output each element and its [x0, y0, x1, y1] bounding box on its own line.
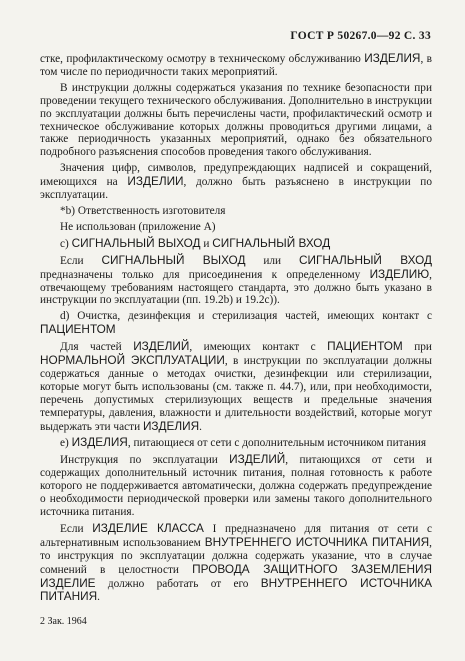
paragraph	[40, 436, 432, 450]
text-run: d) Очистка, дезинфекция и стерилизация частей, имеющих контакт с	[60, 310, 432, 323]
text-run: , в инструкции по эксплуатации должны содержаться данные о методах очистки, дезинфекции или стерилизации, которые могут быть использованы (см. также п. 44.7), или, при необходимости, перечень допустимых стерилизующих веществ и предельные значения температуры, давления, влажности и длительности воздействий, которые могут выдержать эти части	[40, 355, 432, 433]
text-run: Для частей	[60, 341, 134, 354]
paragraph	[40, 453, 432, 519]
paragraph	[40, 310, 432, 337]
term-caps: ИЗДЕЛИЙ	[133, 339, 190, 354]
text-run: или	[245, 254, 299, 267]
term-caps: ИЗДЕЛИЕ КЛАССА	[92, 520, 204, 535]
text-run: е)	[60, 437, 72, 450]
term-caps: ПАЦИЕНТОМ	[327, 339, 403, 354]
term-caps: ИЗДЕЛИЙ	[229, 452, 286, 467]
paragraph	[40, 205, 432, 218]
text-run: , питающиеся от сети с дополнительным источником питания	[127, 437, 427, 450]
paragraph	[40, 237, 432, 251]
term-caps: ИЗДЕЛИИ	[127, 174, 184, 189]
text-run: должно работать от его	[95, 577, 261, 590]
text-run: Если	[60, 522, 93, 535]
text-run: , в том числе по периодичности таких мероприятий.	[40, 53, 433, 78]
text-run: *b) Ответственность изготовителя	[60, 204, 226, 217]
term-caps: ИЗДЕЛИЯ	[142, 418, 200, 433]
text-run: и	[200, 237, 213, 250]
term-caps: ПАЦИЕНТОМ	[40, 322, 116, 337]
term-caps: ИЗДЕЛИЯ	[71, 435, 128, 450]
paragraph	[40, 162, 432, 202]
text-run: стке, профилактическому осмотру в техническому обслуживанию	[40, 53, 365, 65]
text-run: Инструкция по эксплуатации	[60, 454, 230, 467]
paragraph	[40, 221, 432, 234]
text-run: , должно быть разъяснено в инструкции по эксплуатации.	[40, 176, 432, 202]
text-run: , имеющих контакт с	[189, 341, 328, 354]
paragraph	[40, 522, 432, 604]
term-caps: СИГНАЛЬНЫЙ ВЫХОД	[71, 235, 201, 250]
text-run: , питающихся от сети и содержащих дополнительный источник питания, полная готовность к работе которого не поддерживается автоматически, должна содержать предупреждение о необходимости периодической проверки или замены такого дополнительного источника питания.	[40, 454, 432, 518]
page-footer: 2 Зак. 1964	[40, 616, 87, 627]
text-run: Значения цифр, символов, предупреждающих надписей и сокращений, имеющихся на	[40, 162, 432, 189]
text-run: с)	[60, 237, 72, 250]
term-caps: ВНУТРЕННЕГО ИСТОЧНИКА ПИТАНИЯ	[40, 575, 432, 604]
text-run: I предназначено для питания от сети с альтернативным использованием	[40, 522, 432, 549]
term-caps: ИЗДЕЛИЮ	[369, 266, 430, 281]
term-caps: ИЗДЕЛИЯ	[364, 51, 421, 65]
term-caps: ВНУТРЕННЕГО ИСТОЧНИКА ПИТАНИЯ	[204, 534, 430, 549]
text-run: .	[199, 420, 202, 433]
term-caps: НОРМАЛЬНОЙ ЭКСПЛУАТАЦИИ	[40, 353, 225, 368]
text-run: Если	[60, 254, 102, 267]
text-run: В инструкции должны содержаться указания по технике безопасности при проведении текущего технического обслуживания. Дополнительно в инструкции по эксплуатации должны быть перечислены части, профилактический осмотр и техническое обслуживание которых должны проводиться другими лицами, а также периодичность указанных мероприятий, однако без обязательного подробного разъяснения способов проведения такого обслуживания.	[40, 81, 432, 159]
term-caps: СИГНАЛЬНЫЙ ВЫХОД	[101, 252, 246, 267]
text-run: Не использован (приложение А)	[60, 220, 216, 233]
text-run: .	[97, 591, 100, 604]
paragraph	[40, 52, 432, 79]
term-caps: СИГНАЛЬНЫЙ ВХОД	[212, 235, 331, 250]
term-caps: СИГНАЛЬНЫЙ ВХОД	[298, 252, 432, 267]
text-run: при	[402, 341, 432, 354]
text-run: предназначены только для присоединения к определенному	[40, 268, 370, 281]
page-header: ГОСТ Р 50267.0—92 С. 33	[290, 30, 431, 42]
text-run: , отвечающему требованиям настоящего стандарта, это должно быть указано в инструкции по эксплуатации (пп. 19.2b) и 19.2c)).	[40, 268, 432, 307]
paragraph	[40, 340, 432, 433]
paragraph	[40, 254, 432, 308]
paragraph	[40, 82, 432, 159]
term-caps: ПРОВОДА ЗАЩИТНОГО ЗАЗЕМЛЕНИЯ ИЗДЕЛИЕ	[40, 561, 432, 590]
text-run: , то инструкция по эксплуатации должна содержать указание, что в случае сомнений в целостности	[40, 536, 432, 576]
document-body	[40, 52, 432, 607]
